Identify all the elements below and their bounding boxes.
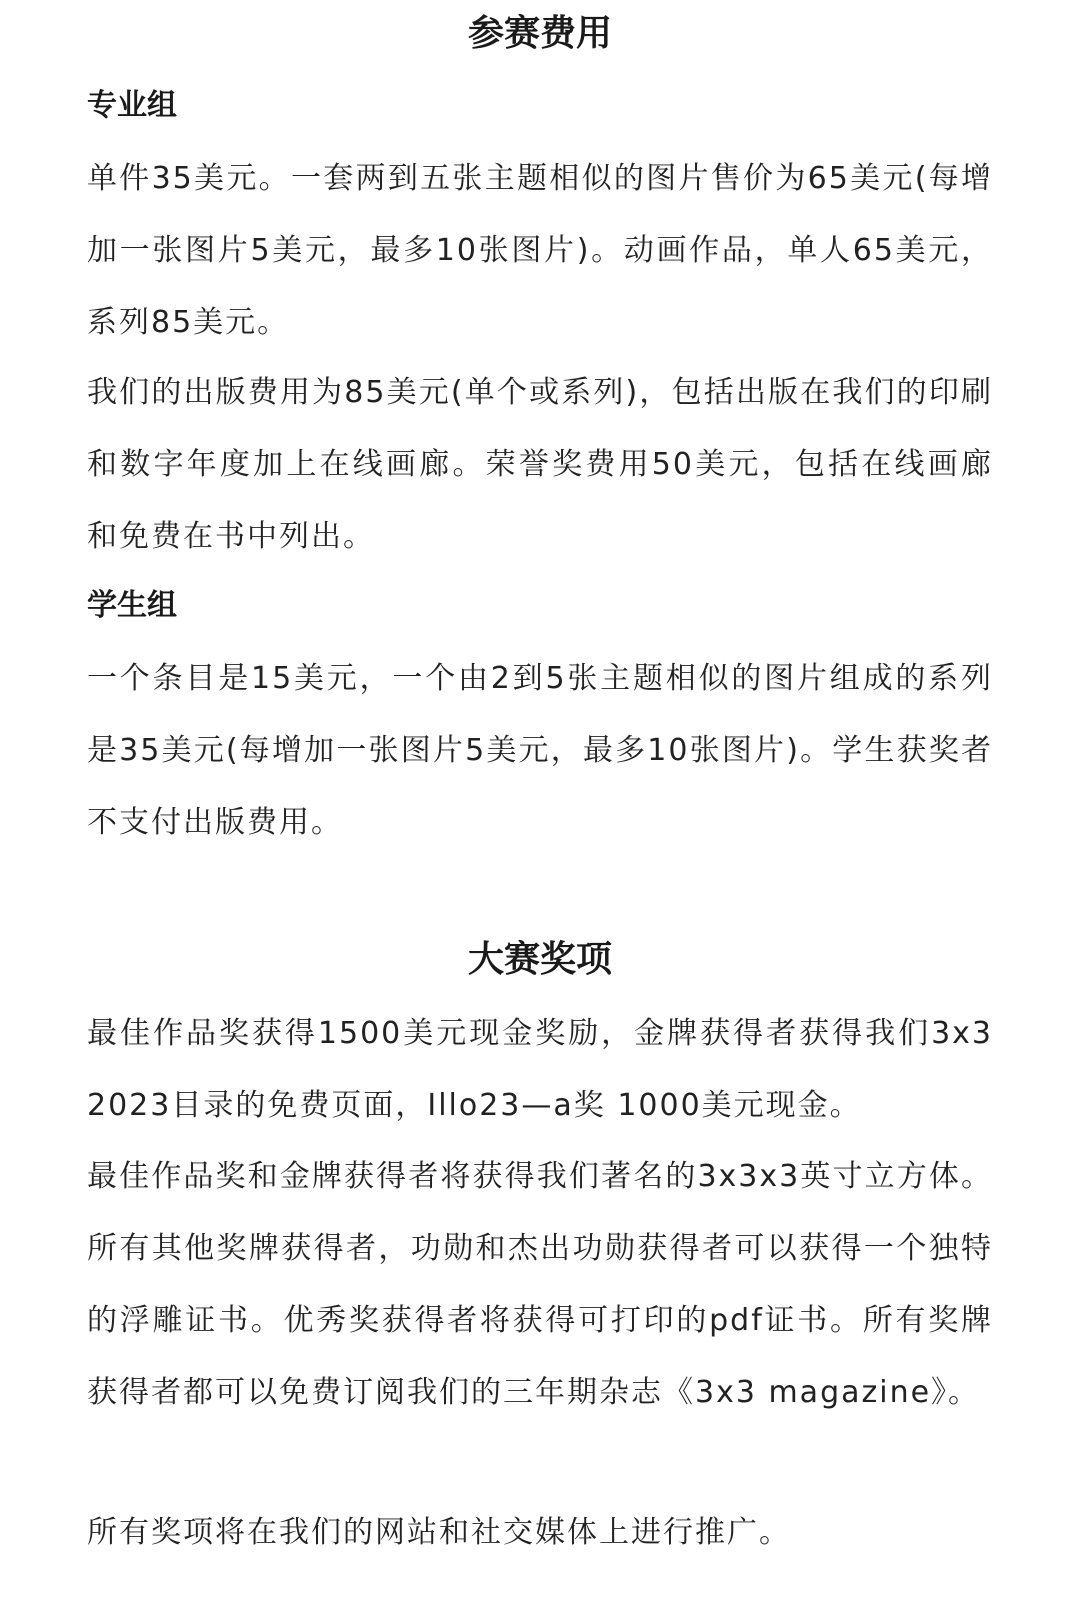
professional-fee-paragraph: 单件35美元。一套两到五张主题相似的图片售价为65美元(每增加一张图片5美元，最多10张图片)。动画作品，单人65美元，系列85美元。 xyxy=(87,161,993,340)
publication-fee-paragraph: 我们的出版费用为85美元(单个或系列)，包括出版在我们的印刷和数字年度加上在线画廊。荣誉奖费用50美元，包括在线画廊和免费在书中列出。 xyxy=(87,375,993,554)
awards-promotion-paragraph: 所有奖项将在我们的网站和社交媒体上进行推广。 xyxy=(87,1515,791,1550)
awards-cash-paragraph: 最佳作品奖获得1500美元现金奖励，金牌获得者获得我们3x3 2023目录的免费页面，Illo23—a奖 1000美元现金。 xyxy=(87,1016,993,1123)
student-group-heading: 学生组 xyxy=(87,588,177,623)
professional-group-heading: 专业组 xyxy=(87,88,177,123)
student-fee-paragraph: 一个条目是15美元，一个由2到5张主题相似的图片组成的系列是35美元(每增加一张图片5美元，最多10张图片)。学生获奖者不支付出版费用。 xyxy=(87,661,993,840)
fees-section-title: 参赛费用 xyxy=(467,13,612,54)
awards-certificate-paragraph: 最佳作品奖和金牌获得者将获得我们著名的3x3x3英寸立方体。所有其他奖牌获得者，功勋和杰出功勋获得者可以获得一个独特的浮雕证书。优秀奖获得者将获得可打印的pdf证书。所有奖牌获得者都可以免费订阅我们的三年期杂志《3x3 magazine》。 xyxy=(87,1159,993,1410)
awards-section-title: 大赛奖项 xyxy=(467,939,612,980)
